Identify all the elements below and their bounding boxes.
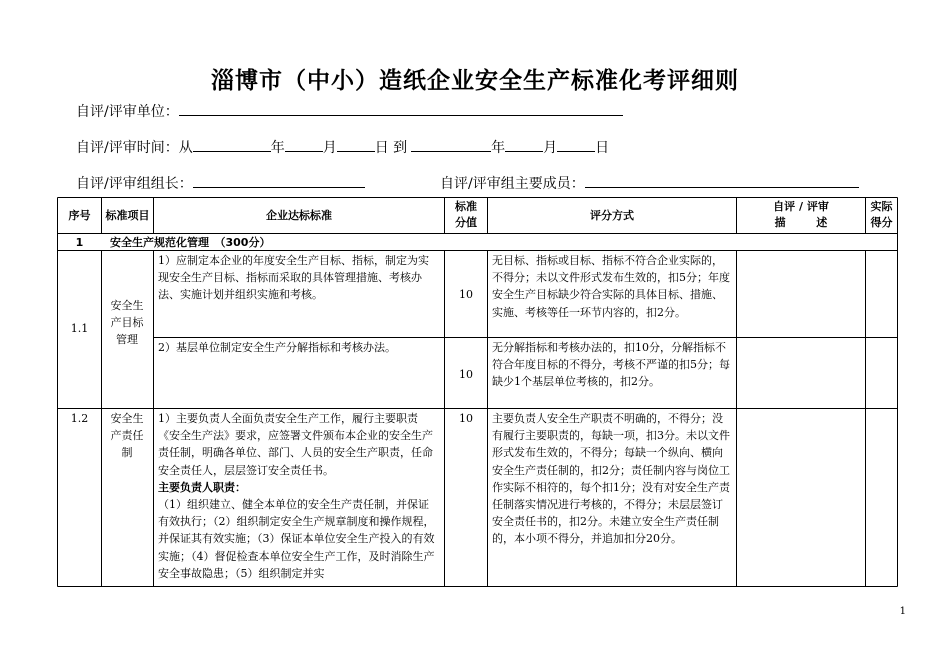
header-review-line2: 描 述 <box>774 216 828 229</box>
header-actual-line2: 得分 <box>870 216 893 229</box>
row-item-1-2: 安全生产责任制 <box>110 412 144 460</box>
row-seq-1-1: 1.1 <box>70 322 89 335</box>
day2-label: 日 <box>595 140 610 156</box>
header-score-line2: 分值 <box>455 216 477 229</box>
row-score-1-1-b: 10 <box>459 368 473 381</box>
header-method: 评分方式 <box>590 209 634 222</box>
row-score-1-2: 10 <box>459 412 473 425</box>
row-method-1-1-a: 无目标、指标或目标、指标不符合企业实际的，不得分；未以文件形式发布生效的，扣5分；年度安全生产目标缺少符合实际的具体目标、措施、实施、考核等任一环节内容的，扣2分。 <box>492 254 730 319</box>
header-actual <box>866 199 897 231</box>
section-number: 1 <box>75 236 84 249</box>
header-review-line1: 自评 / 评审 <box>773 200 829 213</box>
row-standard-1-1-b: 2）基层单位制定安全生产分解指标和考核办法。 <box>158 341 396 354</box>
members-label: 自评/评审组主要成员： <box>440 176 585 192</box>
leader-label: 自评/评审组组长： <box>76 176 193 192</box>
header-actual-line1: 实际 <box>870 200 893 213</box>
row-method-1-2: 主要负责人安全生产职责不明确的，不得分；没有履行主要职责的，每缺一项，扣3分。未以文件形式发布生效的，不得分；每缺一个纵向、横向安全生产责任制的，扣2分；责任制内容与岗位工作实际不相符的，每个扣1分；没有对安全生产责任制落实情况进行考核的，不得分；未层层签订安全责任书的，扣2分。未建立安全生产责任制的，本小项不得分，并追加扣分20分。 <box>492 412 730 546</box>
year2-label: 年 <box>491 140 506 156</box>
month-label: 月 <box>322 140 337 156</box>
document-title: 淄博市（中小）造纸企业安全生产标准化考评细则 <box>211 68 739 94</box>
header-standard: 企业达标标准 <box>266 209 332 222</box>
row-score-1-1-a: 10 <box>459 288 473 301</box>
row-seq-1-2: 1.2 <box>70 412 89 425</box>
row-standard-1-2 <box>155 410 442 586</box>
year-label: 年 <box>270 140 285 156</box>
header-score-line1: 标准 <box>455 200 477 213</box>
standard-1-2-duties: （1）组织建立、健全本单位的安全生产责任制，并保证有效执行；（2）组织制定安全生产规章制度和操作规程，并保证其有效实施；（3）保证本单位安全生产投入的有效实施；（4）督促检查本单位安全生产工作，及时消除生产安全事故隐患；（5）组织制定并实 <box>158 498 435 580</box>
standard-1-2-heading: 主要负责人职责： <box>158 480 246 494</box>
header-item: 标准项目 <box>105 209 150 222</box>
section-title: 安全生产规范化管理 （300分） <box>110 236 271 249</box>
unit-label: 自评/评审单位： <box>76 104 179 120</box>
standard-1-2-text: 1）主要负责人全面负责安全生产工作，履行主要职责《安全生产法》要求，应签署文件颁布本企业的安全生产责任制，明确各单位、部门、人员的安全生产职责，任命安全责任人，层层签订安全责任书。 <box>158 412 433 477</box>
row-standard-1-1-a: 1）应制定本企业的年度安全生产目标、指标，制定为实现安全生产目标、指标而采取的具体管理措施、考核办法、实施计划并组织实施和考核。 <box>158 254 429 302</box>
header-review <box>737 199 865 231</box>
header-score <box>445 199 487 231</box>
row-item-1-1: 安全生产目标管理 <box>110 299 144 347</box>
time-label: 自评/评审时间：从 <box>76 140 193 156</box>
row-method-1-1-b: 无分解指标和考核办法的，扣10分，分解指标不符合年度目标的不得分，考核不严谨的扣5分；每缺少1个基层单位考核的，扣2分。 <box>492 341 730 389</box>
day-to-label: 日 到 <box>374 140 408 156</box>
header-seq: 序号 <box>68 209 91 222</box>
page-number: 1 <box>899 606 906 617</box>
month2-label: 月 <box>543 140 558 156</box>
